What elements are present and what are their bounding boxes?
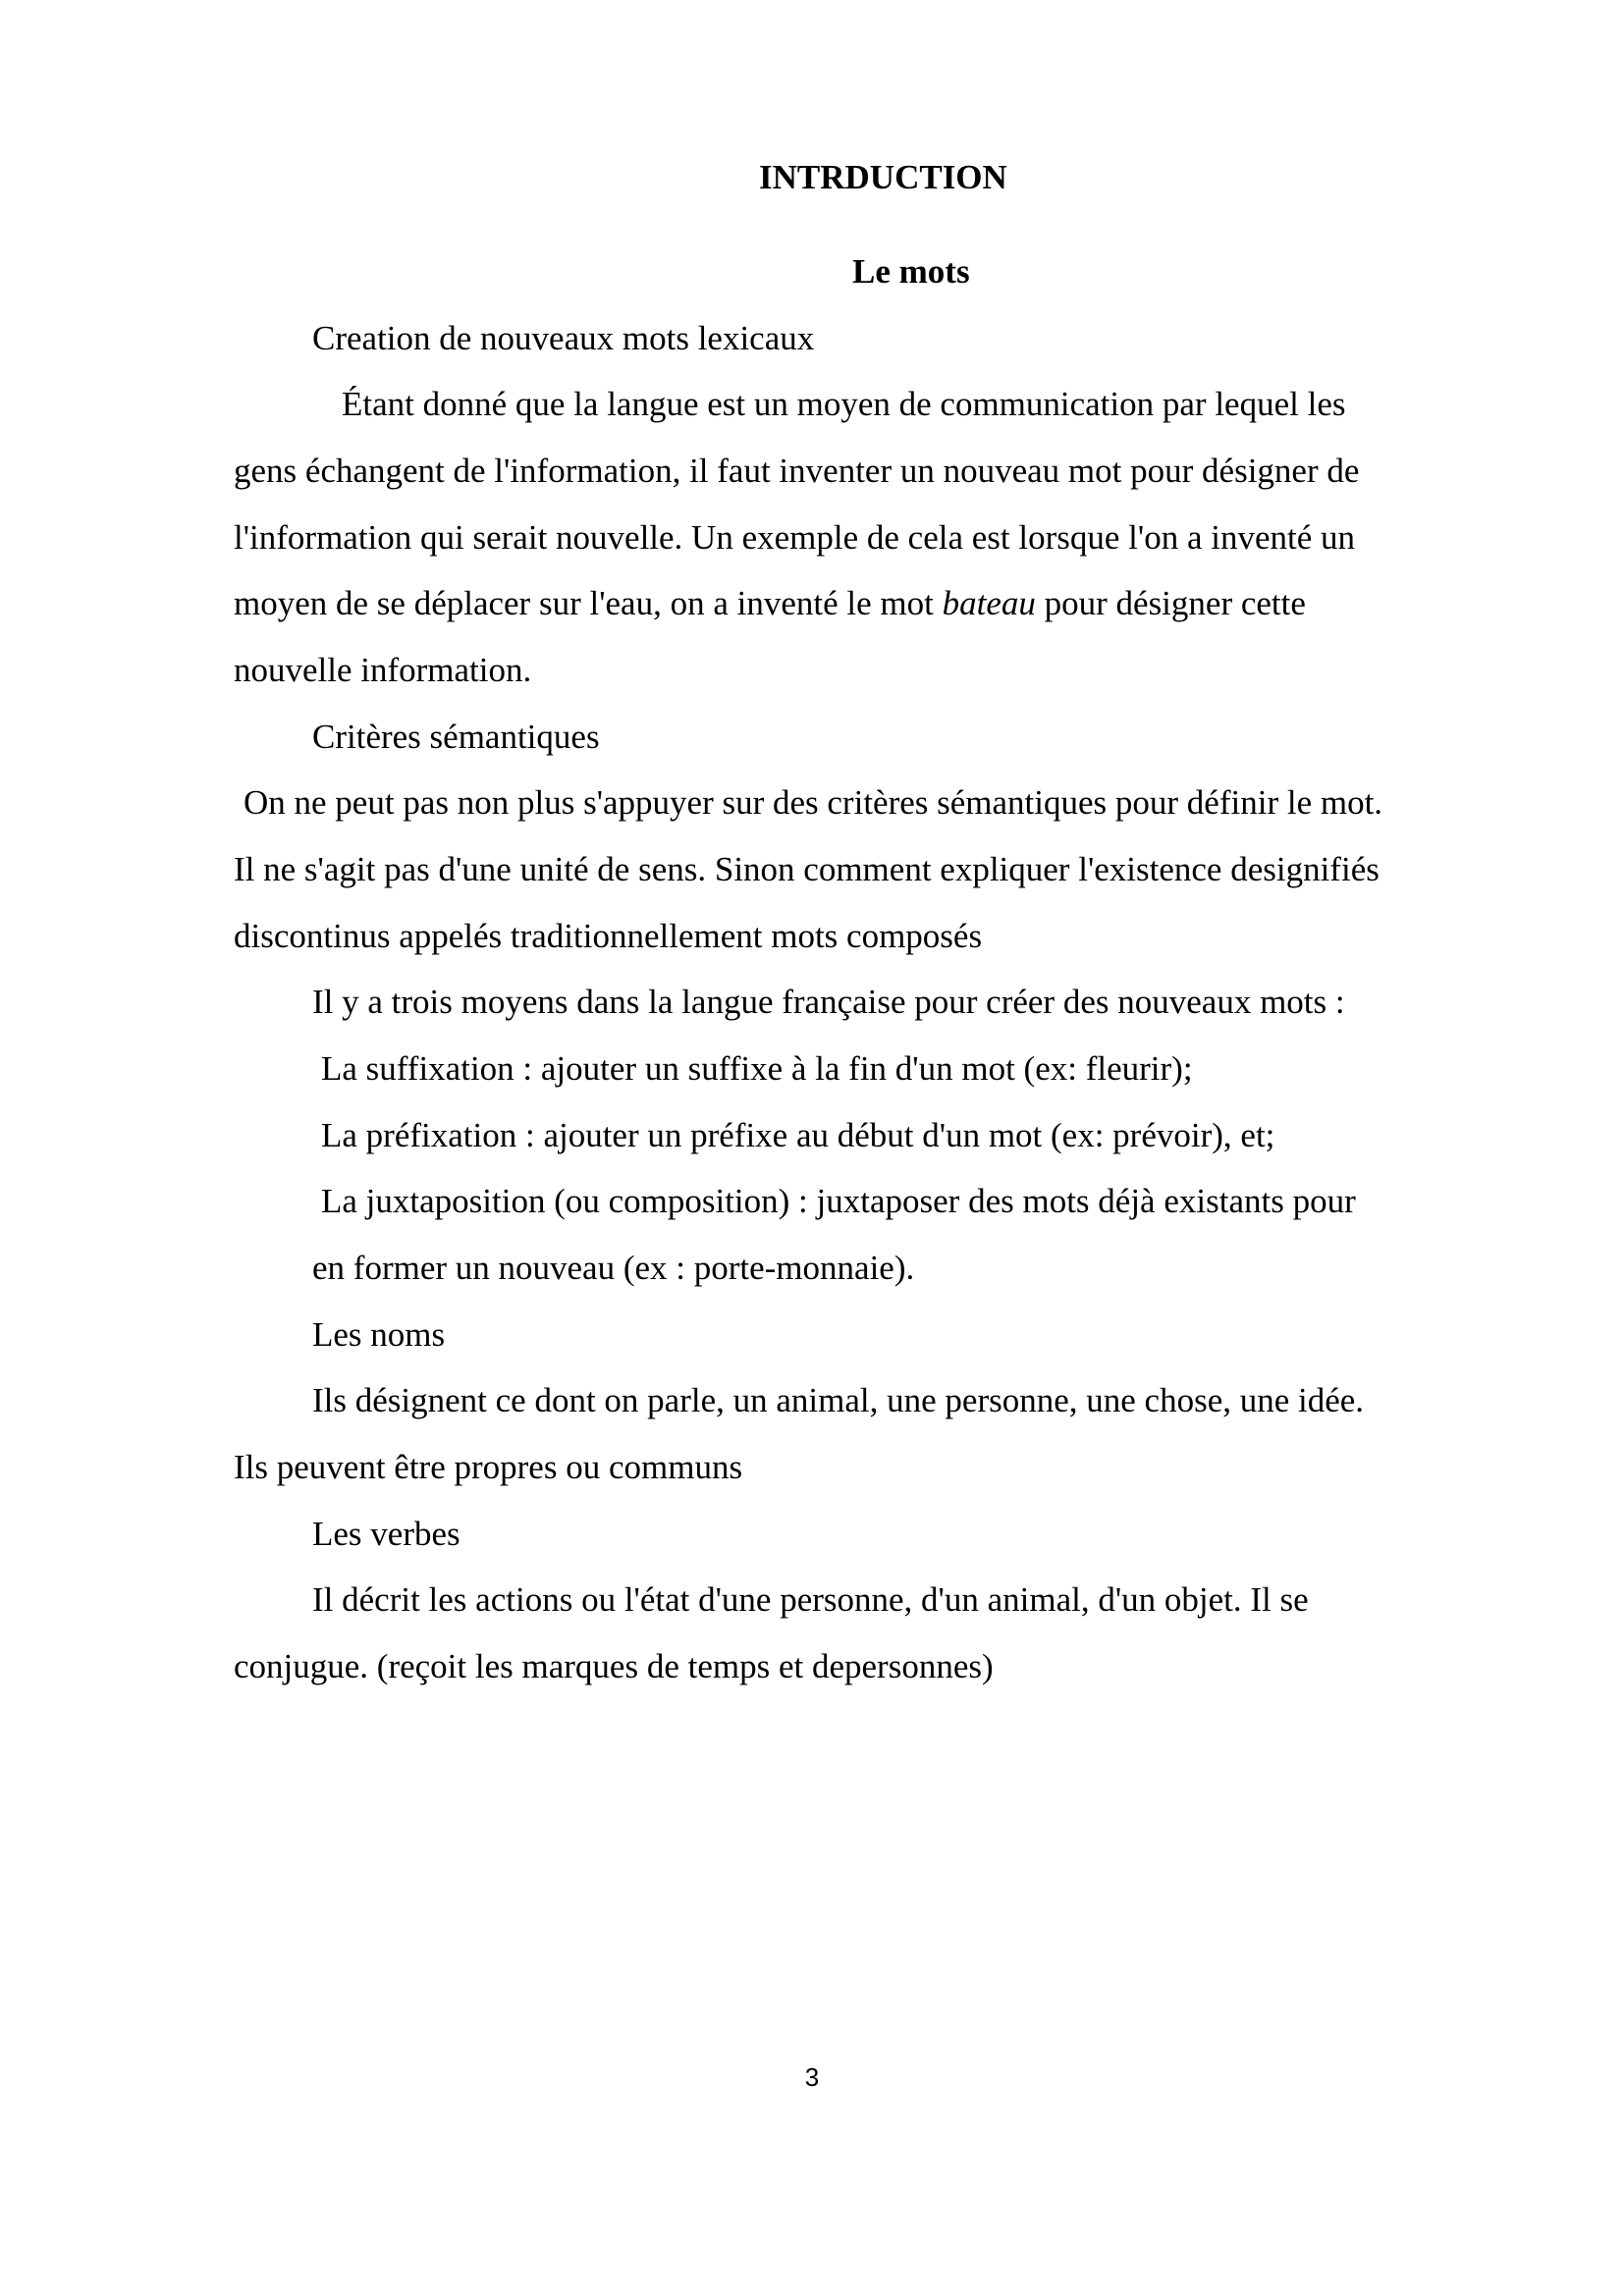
paragraph-line: Il ne s'agit pas d'une unité de sens. Sinon comment expliquer l'existence designifiés [234, 850, 1380, 888]
italic-term: bateau [942, 584, 1036, 622]
page-subtitle: Le mots [852, 252, 970, 291]
section-heading-criteres: Critères sémantiques [312, 718, 600, 756]
paragraph-line: Il décrit les actions ou l'état d'une personne, d'un animal, d'un objet. Il se [312, 1580, 1309, 1619]
paragraph-line: Ils peuvent être propres ou communs [234, 1448, 743, 1486]
paragraph-line: gens échangent de l'information, il faut inventer un nouveau mot pour désigner de [234, 452, 1360, 490]
paragraph-line: nouvelle information. [234, 651, 532, 689]
text-run: moyen de se déplacer sur l'eau, on a inventé le mot [234, 584, 943, 622]
section-heading-creation: Creation de nouveaux mots lexicaux [312, 319, 815, 357]
paragraph-line: conjugue. (reçoit les marques de temps et depersonnes) [234, 1647, 994, 1685]
list-item-prefixation: La préfixation : ajouter un préfixe au début d'un mot (ex: prévoir), et; [321, 1116, 1275, 1154]
page-title: INTRDUCTION [759, 158, 1007, 196]
paragraph-line: On ne peut pas non plus s'appuyer sur des critères sémantiques pour définir le mot. [244, 783, 1383, 822]
paragraph-line: discontinus appelés traditionnellement mots composés [234, 917, 983, 955]
paragraph-line: Étant donné que la langue est un moyen de communication par lequel les [342, 385, 1346, 423]
paragraph-line: Ils désignent ce dont on parle, un animal, une personne, une chose, une idée. [312, 1381, 1365, 1419]
page-number: 3 [804, 2062, 820, 2092]
paragraph-line: l'information qui serait nouvelle. Un exemple de cela est lorsque l'on a inventé un [234, 518, 1355, 557]
paragraph-line [234, 586, 1306, 620]
text-run: pour désigner cette [1035, 584, 1306, 622]
section-heading-verbes: Les verbes [312, 1515, 460, 1553]
paragraph-line: Il y a trois moyens dans la langue française pour créer des nouveaux mots : [312, 983, 1345, 1021]
list-item-juxtaposition: La juxtaposition (ou composition) : juxtaposer des mots déjà existants pour [321, 1182, 1356, 1220]
list-item-suffixation: La suffixation : ajouter un suffixe à la fin d'un mot (ex: fleurir); [321, 1049, 1193, 1088]
list-item-juxtaposition-continued: en former un nouveau (ex : porte-monnaie). [312, 1249, 915, 1287]
section-heading-noms: Les noms [312, 1315, 446, 1354]
